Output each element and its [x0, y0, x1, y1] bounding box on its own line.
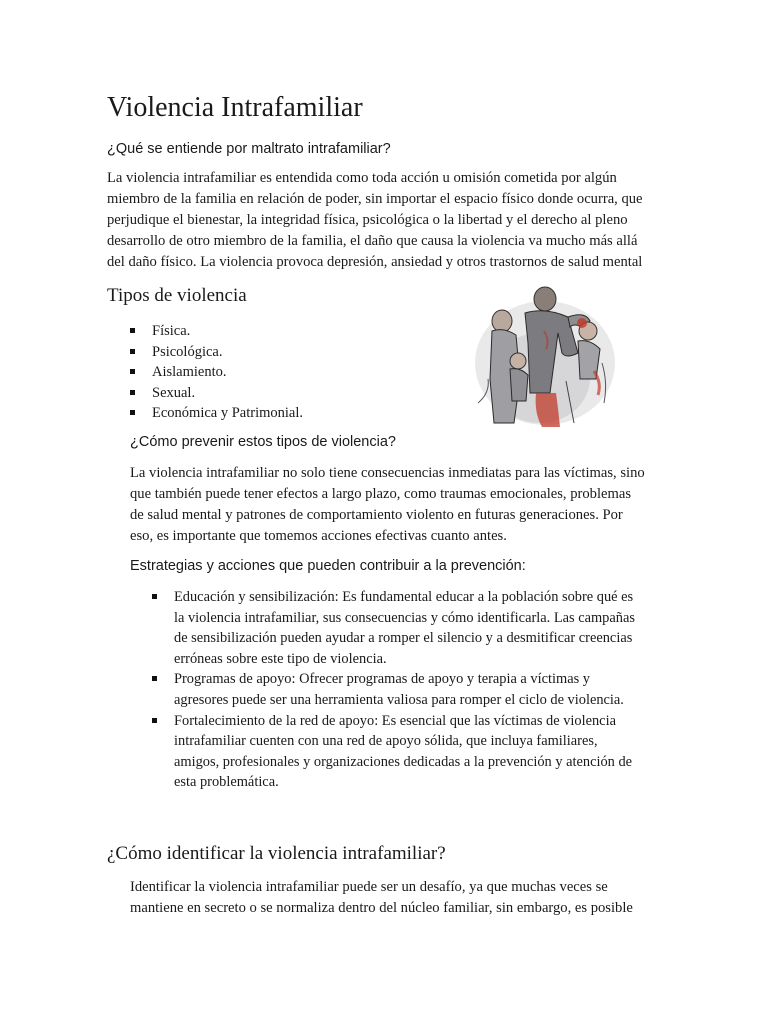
- intro-line: miembro de la familia en relación de poder, sin importar el espacio físico donde ocurra, que: [107, 191, 643, 207]
- identify-paragraph: [130, 877, 670, 919]
- question-maltrato: ¿Qué se entiende por maltrato intrafamiliar?: [107, 141, 391, 157]
- identify-heading: ¿Cómo identificar la violencia intrafamiliar?: [107, 843, 446, 864]
- document-title: Violencia Intrafamiliar: [107, 92, 363, 123]
- intro-line: La violencia intrafamiliar es entendida como toda acción u omisión cometida por algún: [107, 170, 617, 186]
- strategy-line: intrafamiliar cuenten con una red de apoyo sólida, que incluya familiares,: [174, 733, 598, 750]
- strategy-line: agresores puede ser una herramienta valiosa para romper el ciclo de violencia.: [174, 691, 624, 708]
- prevention-line: La violencia intrafamiliar no solo tiene consecuencias inmediatas para las víctimas, sino: [130, 465, 645, 481]
- list-item: Económica y Patrimonial.: [130, 403, 303, 424]
- list-item: [152, 587, 635, 669]
- strategy-line: erróneas sobre este tipo de violencia.: [174, 650, 387, 667]
- strategies-list: [152, 587, 635, 793]
- intro-line: perjudique el bienestar, la integridad física, psicológica o la libertad y el derecho al pleno: [107, 212, 628, 228]
- identify-line: Identificar la violencia intrafamiliar puede ser un desafío, ya que muchas veces se: [130, 879, 608, 895]
- list-item: [152, 669, 635, 710]
- strategy-line: esta problemática.: [174, 774, 279, 791]
- intro-line: del daño físico. La violencia provoca depresión, ansiedad y otros trastornos de salud mental: [107, 254, 643, 270]
- list-item: Aislamiento.: [130, 362, 303, 383]
- prevention-line: de salud mental y patrones de comportamiento violento en futuras generaciones. Por: [130, 507, 623, 523]
- identify-line: mantiene en secreto o se normaliza dentro del núcleo familiar, sin embargo, es posible: [130, 900, 633, 916]
- strategies-heading: Estrategias y acciones que pueden contribuir a la prevención:: [130, 558, 526, 574]
- intro-paragraph: [107, 168, 667, 273]
- list-item: Psicológica.: [130, 342, 303, 363]
- strategy-line: la violencia intrafamiliar, sus consecuencias y cómo identificarla. Las campañas: [174, 609, 635, 626]
- prevention-line: eso, es importante que tomemos acciones efectivas cuanto antes.: [130, 528, 507, 544]
- types-heading: Tipos de violencia: [107, 285, 247, 306]
- strategy-line: Educación y sensibilización: Es fundamental educar a la población sobre qué es: [174, 589, 634, 605]
- strategy-line: Programas de apoyo: Ofrecer programas de apoyo y terapia a víctimas y: [174, 671, 590, 688]
- strategy-line: Fortalecimiento de la red de apoyo: Es esencial que las víctimas de violencia: [174, 712, 616, 729]
- family-violence-illustration-icon: [470, 283, 616, 429]
- prevention-line: que también puede tener efectos a largo plazo, como traumas emocionales, problemas: [130, 486, 631, 502]
- question-prevenir: ¿Cómo prevenir estos tipos de violencia?: [130, 434, 396, 450]
- list-item: Sexual.: [130, 383, 303, 404]
- list-item: Física.: [130, 321, 303, 342]
- prevention-paragraph: [130, 463, 670, 547]
- intro-line: desarrollo de otro miembro de la familia, el daño que causa la violencia va mucho más allá: [107, 233, 638, 249]
- strategy-line: amigos, profesionales y organizaciones dedicadas a la prevención y atención de: [174, 753, 633, 770]
- violence-types-list: [130, 321, 303, 424]
- strategy-line: de sensibilización pueden ayudar a romper el silencio y a desmitificar creencias: [174, 630, 633, 647]
- list-item: [152, 711, 635, 793]
